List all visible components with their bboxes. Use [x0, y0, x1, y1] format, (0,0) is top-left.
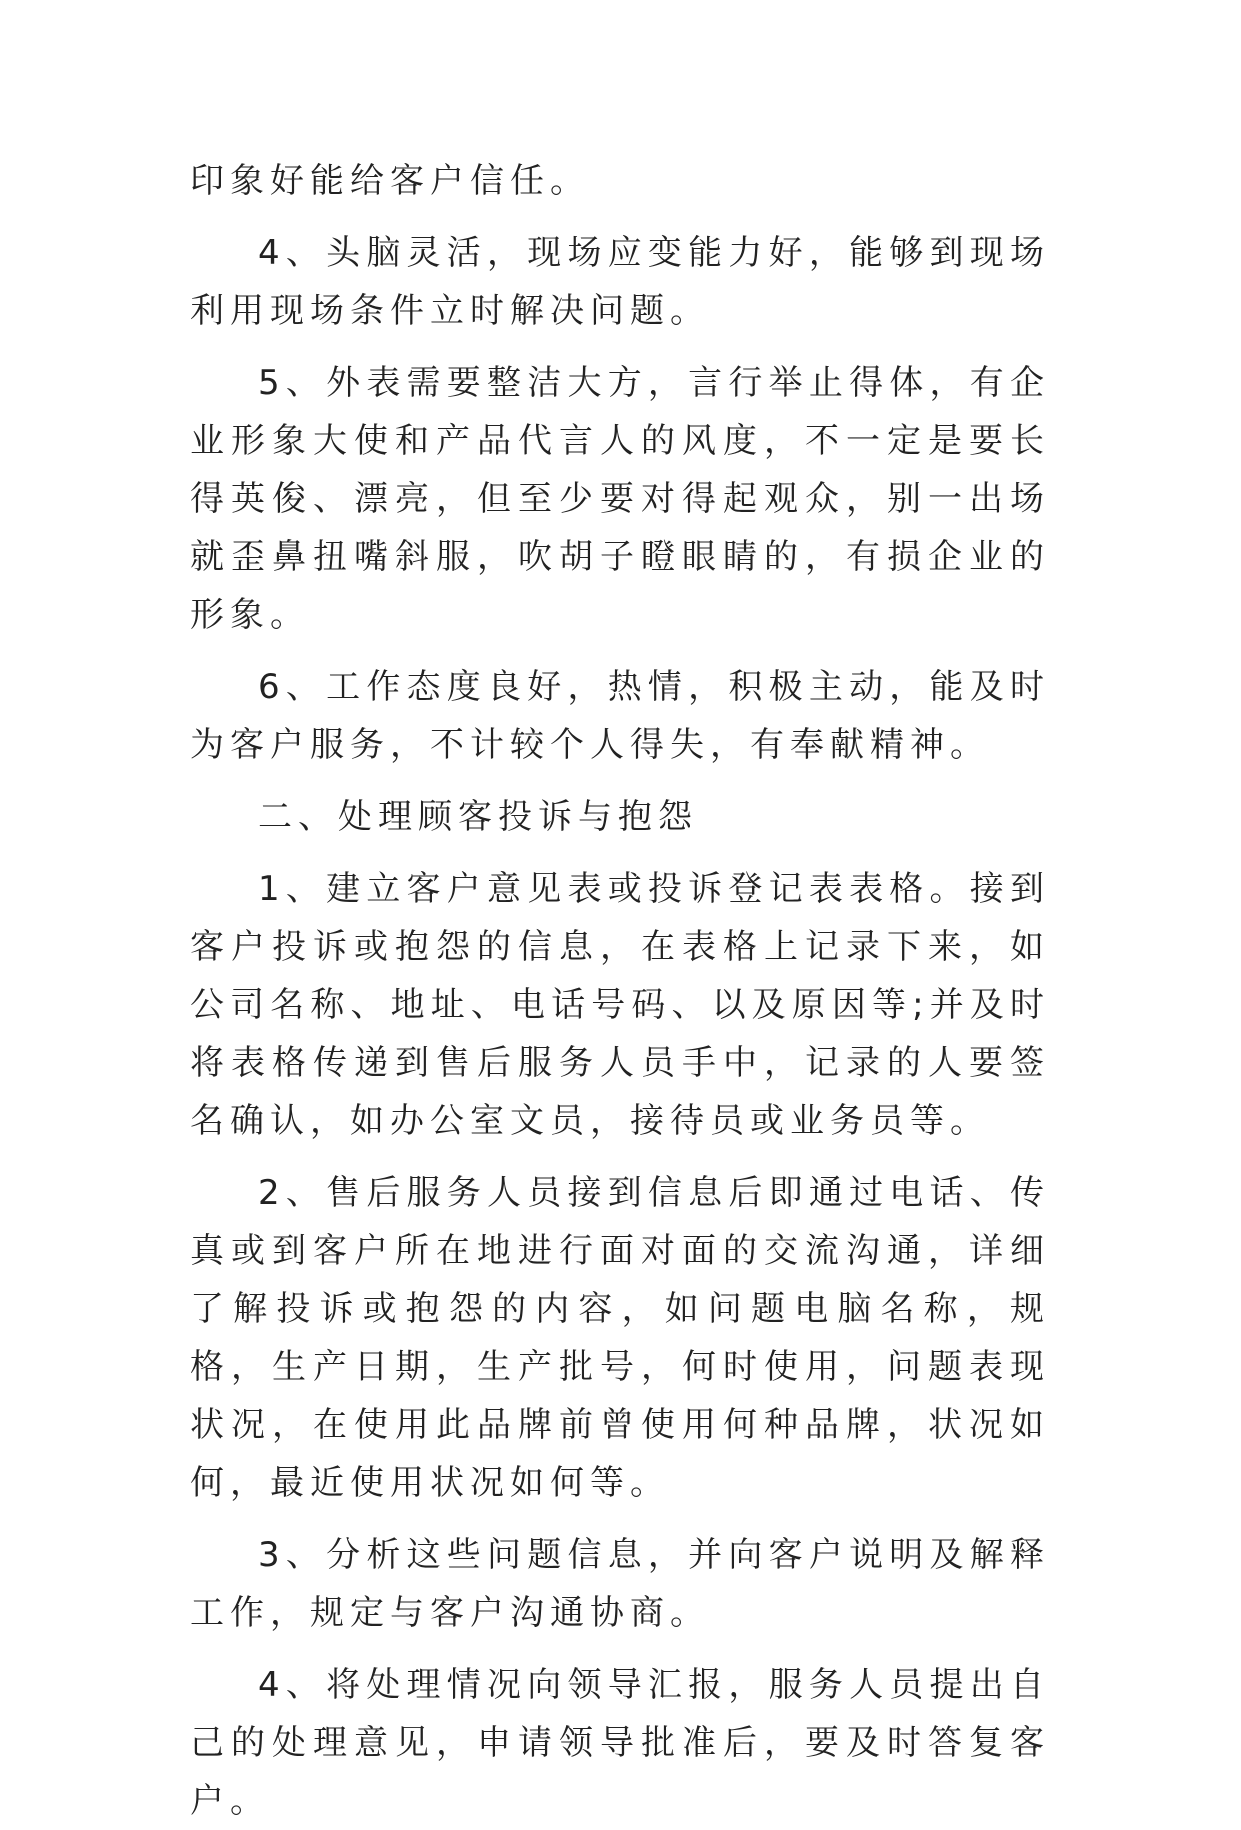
- paragraph-item-5: 5、外表需要整洁大方，言行举止得体，有企业形象大使和产品代言人的风度，不一定是要长得英俊、漂亮，但至少要对得起观众，别一出场就歪鼻扭嘴斜服，吹胡子瞪眼睛的，有损企业的形象。: [190, 363, 1050, 635]
- paragraph-step-1: 1、建立客户意见表或投诉登记表表格。接到客户投诉或抱怨的信息，在表格上记录下来，如公司名称、地址、电话号码、以及原因等;并及时将表格传递到售后服务人员手中，记录的人要签名确认，如办公室文员，接待员或业务员等。: [190, 869, 1050, 1141]
- paragraph-step-4: 4、将处理情况向领导汇报，服务人员提出自己的处理意见，申请领导批准后，要及时答复客户。: [190, 1665, 1050, 1821]
- paragraph-continuation: 印象好能给客户信任。: [190, 161, 590, 201]
- section-heading: 二、处理顾客投诉与抱怨: [258, 797, 698, 837]
- paragraph-item-6: 6、工作态度良好，热情，积极主动，能及时为客户服务，不计较个人得失，有奉献精神。: [190, 667, 1050, 765]
- paragraph-item-4: 4、头脑灵活，现场应变能力好，能够到现场利用现场条件立时解决问题。: [190, 233, 1050, 331]
- paragraph-step-3: 3、分析这些问题信息，并向客户说明及解释工作，规定与客户沟通协商。: [190, 1535, 1050, 1633]
- document-body: [190, 152, 1050, 1830]
- paragraph-step-2: 2、售后服务人员接到信息后即通过电话、传真或到客户所在地进行面对面的交流沟通，详细了解投诉或抱怨的内容，如问题电脑名称，规格，生产日期，生产批号，何时使用，问题表现状况，在使用此品牌前曾使用何种品牌，状况如何，最近使用状况如何等。: [190, 1173, 1050, 1503]
